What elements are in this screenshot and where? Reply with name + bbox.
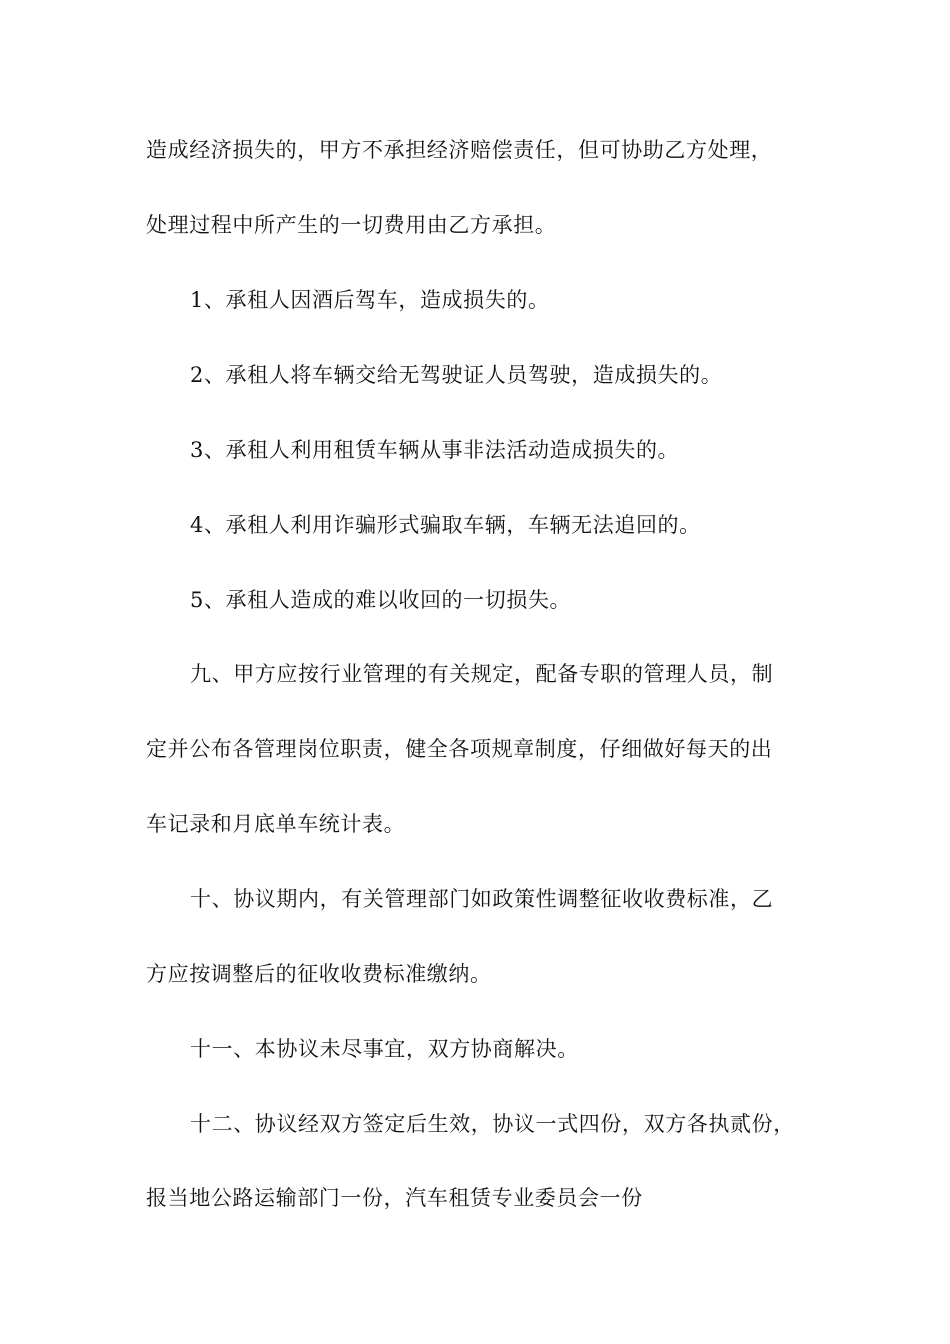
list-item: 3、承租人利用租赁车辆从事非法活动造成损失的。 [190,438,680,462]
clause-12: 十二、协议经双方签定后生效，协议一式四份，双方各执贰份， [190,1112,795,1136]
text-line: 定并公布各管理岗位职责，健全各项规章制度，仔细做好每天的出 [146,737,773,761]
clause-10: 十、协议期内，有关管理部门如政策性调整征收收费标准，乙 [190,887,774,911]
list-item: 1、承租人因酒后驾车，造成损失的。 [190,288,550,312]
list-item: 4、承租人利用诈骗形式骗取车辆，车辆无法追回的。 [190,513,701,537]
clause-9: 九、甲方应按行业管理的有关规定，配备专职的管理人员，制 [190,662,774,686]
text-line: 车记录和月底单车统计表。 [146,812,406,836]
text-line: 报当地公路运输部门一份，汽车租赁专业委员会一份 [146,1186,643,1210]
list-item: 5、承租人造成的难以收回的一切损失。 [190,588,572,612]
text-line: 处理过程中所产生的一切费用由乙方承担。 [146,213,557,237]
text-line: 方应按调整后的征收收费标准缴纳。 [146,962,492,986]
clause-11: 十一、本协议未尽事宜，双方协商解决。 [190,1037,579,1061]
text-line: 造成经济损失的，甲方不承担经济赔偿责任，但可协助乙方处理， [146,138,773,162]
list-item: 2、承租人将车辆交给无驾驶证人员驾驶，造成损失的。 [190,363,723,387]
